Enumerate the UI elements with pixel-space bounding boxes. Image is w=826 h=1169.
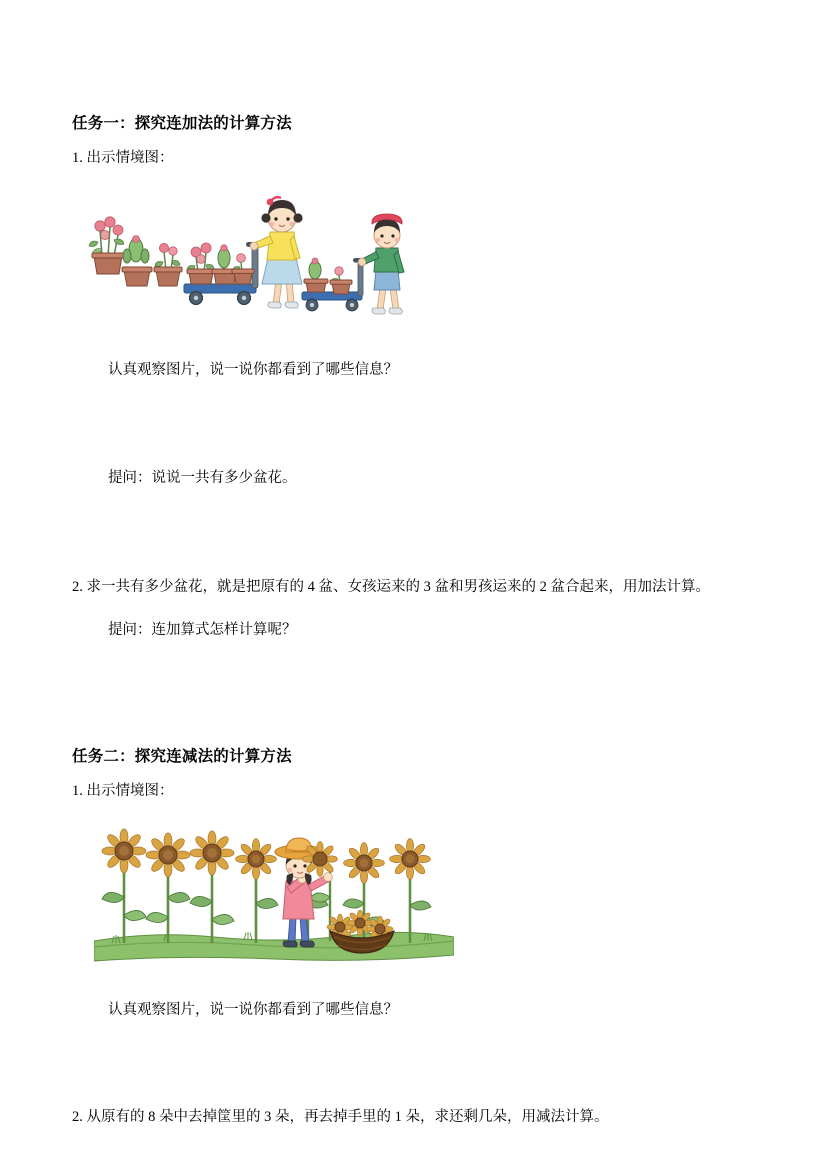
flower-carts-svg <box>80 188 440 328</box>
task1-heading: 任务一：探究连加法的计算方法 <box>72 115 292 132</box>
task2-caption1: 认真观察图片，说一说你都看到了哪些信息？ <box>108 1002 398 1019</box>
task2-item2: 2. 从原有的 8 朵中去掉筐里的 3 朵，再去掉手里的 1 朵，求还剩几朵，用减法计算。 <box>72 1109 609 1126</box>
sunflower-field-svg <box>94 819 454 969</box>
girl-picking-sunflower <box>275 838 337 947</box>
task1-caption1: 认真观察图片，说一说你都看到了哪些信息？ <box>108 361 398 378</box>
task1-item1: 1. 出示情境图： <box>72 150 174 167</box>
task2-heading: 任务二：探究连减法的计算方法 <box>72 747 292 765</box>
illustration-sunflower-field <box>94 819 454 969</box>
boy-with-cart <box>302 214 404 314</box>
pot-group-left <box>89 217 182 286</box>
task2-item1: 1. 出示情境图： <box>72 782 174 799</box>
task1-question2: 提问：连加算式怎样计算呢？ <box>108 621 297 638</box>
girl-with-cart <box>184 197 303 308</box>
illustration-flower-carts <box>80 188 440 328</box>
task1-item2: 2. 求一共有多少盆花，就是把原有的 4 盆、女孩运来的 3 盆和男孩运来的 2 盆合起来，用加法计算。 <box>72 579 710 596</box>
task1-question1: 提问：说说一共有多少盆花。 <box>108 470 297 487</box>
